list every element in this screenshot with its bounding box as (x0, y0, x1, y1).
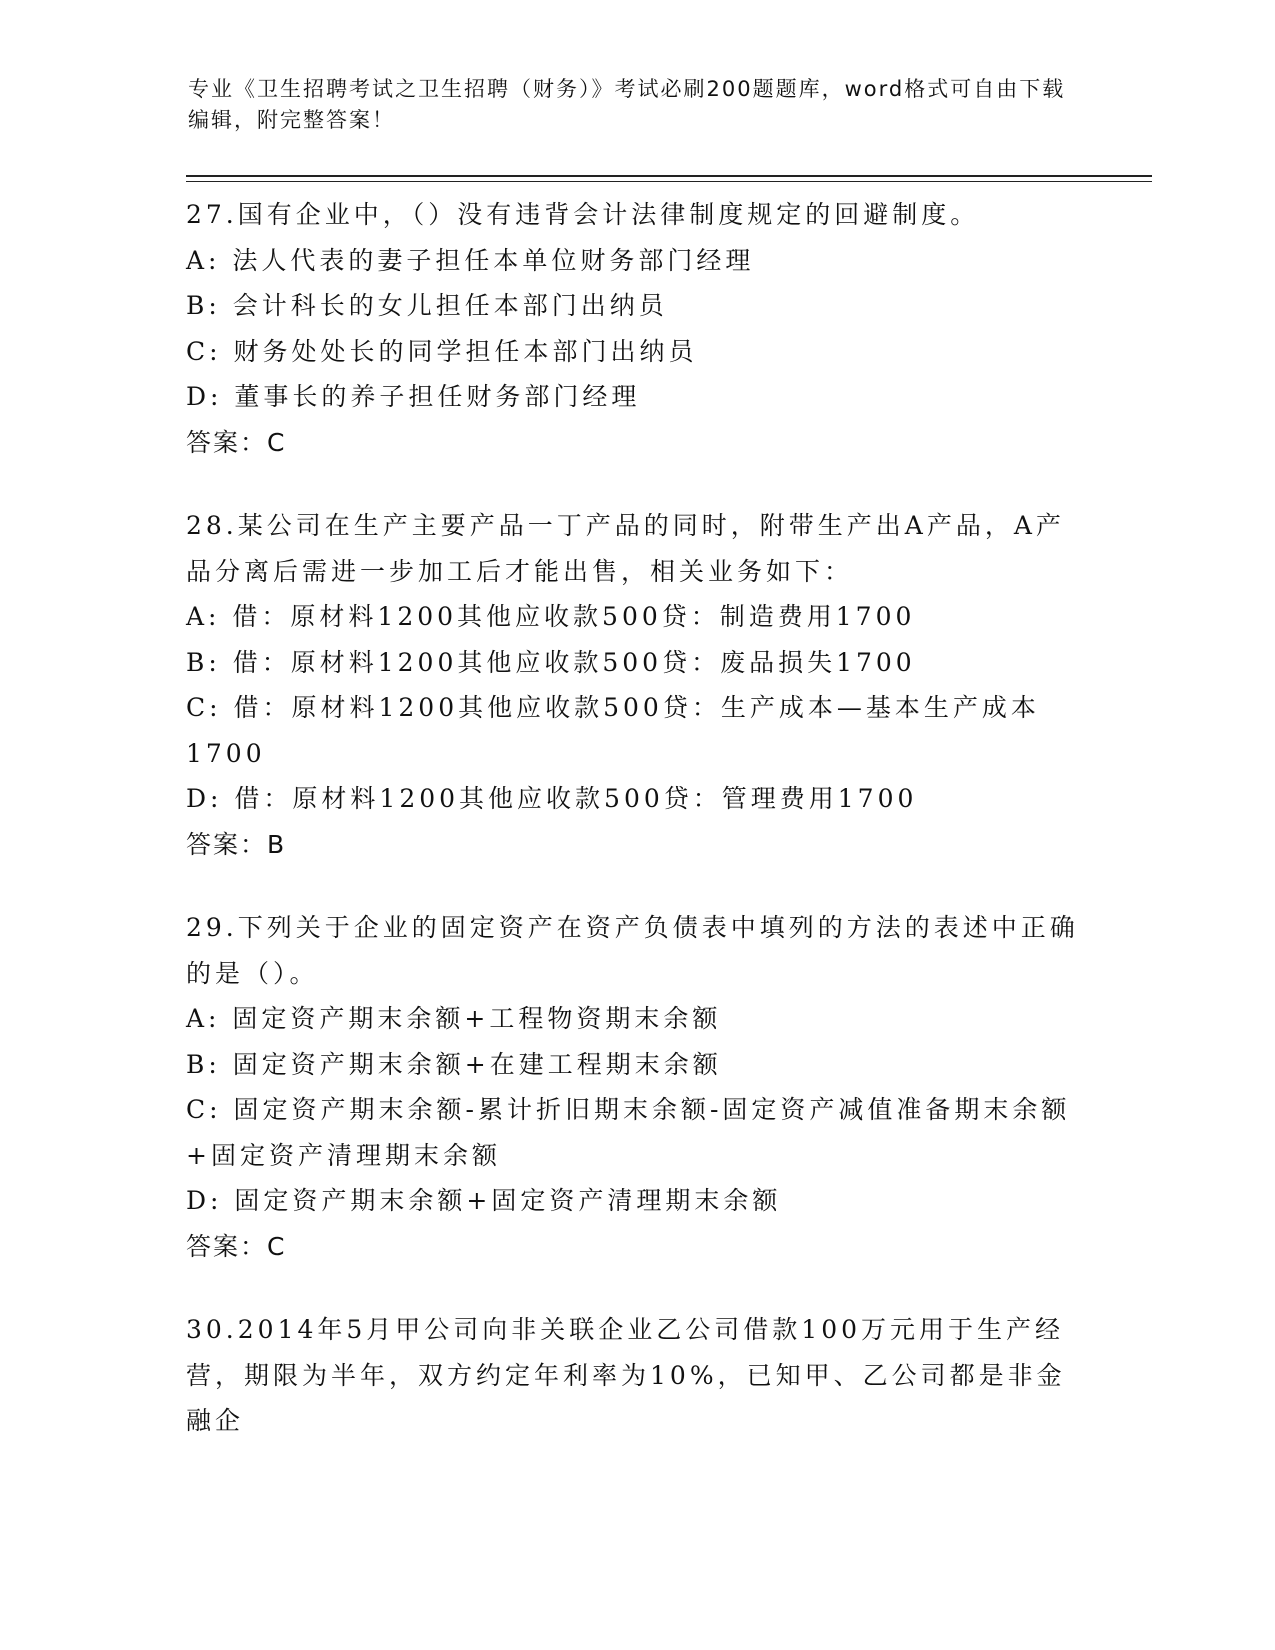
option-d: D: 借：原材料1200其他应收款500贷：管理费用1700 (186, 784, 918, 813)
option-b: B: 固定资产期末余额+在建工程期末余额 (186, 1049, 722, 1079)
question-stem: 27.国有企业中，（）没有违背会计法律制度规定的回避制度。 (186, 200, 980, 229)
option-d: D: 董事长的养子担任财务部门经理 (186, 382, 641, 411)
option-d: D: 固定资产期末余额+固定资产清理期末余额 (186, 1186, 782, 1215)
question-27 (186, 192, 1086, 465)
document-header: 专业《卫生招聘考试之卫生招聘（财务）》考试必刷200题题库，word格式可自由下载编辑，附完整答案！ (188, 77, 1066, 132)
question-29 (186, 905, 1086, 1269)
option-c: C: 借：原材料1200其他应收款500贷：生产成本—基本生产成本1700 (186, 693, 1040, 768)
question-stem: 29.下列关于企业的固定资产在资产负债表中填列的方法的表述中正确的是（）。 (186, 913, 1079, 988)
option-b: B: 借：原材料1200其他应收款500贷：废品损失1700 (186, 647, 916, 677)
question-stem: 28.某公司在生产主要产品一丁产品的同时，附带生产出A产品，A产品分离后需进一步加工后才能出售，相关业务如下： (186, 511, 1065, 586)
option-c: C: 财务处处长的同学担任本部门出纳员 (186, 336, 698, 366)
question-28 (186, 503, 1086, 867)
answer-label: 答案：C (186, 427, 287, 457)
header-divider-thin (186, 181, 1152, 182)
header-divider-thick (186, 175, 1152, 177)
answer-label: 答案：C (186, 1231, 287, 1261)
question-list (186, 192, 1086, 1482)
option-a: A: 固定资产期末余额+工程物资期末余额 (186, 1004, 722, 1033)
question-30 (186, 1307, 1086, 1444)
option-a: A: 借：原材料1200其他应收款500贷：制造费用1700 (186, 602, 916, 631)
answer-label: 答案：B (186, 829, 287, 859)
question-stem: 30.2014年5月甲公司向非关联企业乙公司借款100万元用于生产经营，期限为半年，双方约定年利率为10%，已知甲、乙公司都是非金融企 (186, 1315, 1066, 1435)
option-c: C: 固定资产期末余额-累计折旧期末余额-固定资产减值准备期末余额+固定资产清理期末余额 (186, 1095, 1071, 1170)
option-a: A: 法人代表的妻子担任本单位财务部门经理 (186, 245, 755, 275)
option-b: B: 会计科长的女儿担任本部门出纳员 (186, 291, 668, 320)
